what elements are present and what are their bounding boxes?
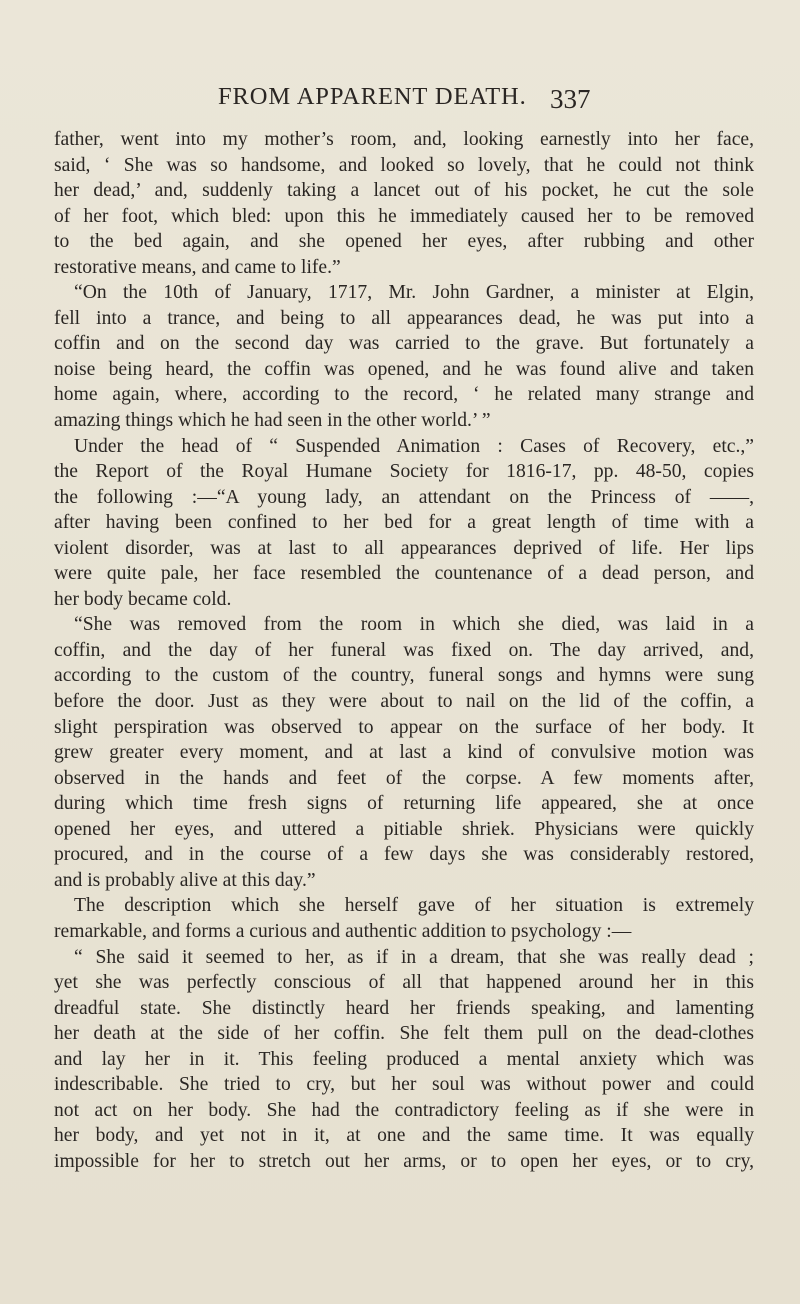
body-text [54,127,754,1174]
text-line: fell into a trance, and being to all appearances dead, he was put into a [54,307,754,329]
running-head [0,82,800,122]
text-line: were quite pale, her face resembled the countenance of a dead person, and [54,563,754,585]
text-line: and is probably alive at this day.” [54,869,316,891]
text-line: according to the custom of the country, funeral songs and hymns were sung [54,665,754,687]
text-line: and lay her in it. This feeling produced a mental anxiety which was [54,1048,754,1070]
text-line: impossible for her to stretch out her arms, or to open her eyes, or to cry, [54,1150,754,1172]
text-line: observed in the hands and feet of the corpse. A few moments after, [54,767,754,789]
text-line: her dead,’ and, suddenly taking a lancet out of his pocket, he cut the sole [54,180,754,202]
text-line: said, ‘ She was so handsome, and looked so lovely, that he could not think [54,154,754,176]
text-line: during which time fresh signs of returning life appeared, she at once [54,793,754,815]
text-line: not act on her body. She had the contradictory feeling as if she were in [54,1099,754,1121]
text-line: after having been confined to her bed for a great length of time with a [54,512,754,534]
text-line: violent disorder, was at last to all appearances deprived of life. Her lips [54,537,754,559]
text-line: “On the 10th of January, 1717, Mr. John Gardner, a minister at Elgin, [74,282,754,304]
text-line: dreadful state. She distinctly heard her friends speaking, and lamenting [54,997,754,1019]
text-line: amazing things which he had seen in the other world.’ ” [54,410,491,432]
text-line: opened her eyes, and uttered a pitiable shriek. Physicians were quickly [54,818,754,840]
text-line: yet she was perfectly conscious of all that happened around her in this [54,972,754,994]
text-line: before the door. Just as they were about to nail on the lid of the coffin, a [54,691,754,713]
text-line: of her foot, which bled: upon this he immediately caused her to be removed [54,205,754,227]
running-title: FROM APPARENT DEATH. [218,83,527,110]
text-line: “She was removed from the room in which she died, was laid in a [74,614,754,636]
text-line: home again, where, according to the record, ‘ he related many strange and [54,384,754,406]
text-line: restorative means, and came to life.” [54,256,341,278]
text-line: The description which she herself gave of her situation is extremely [74,895,754,917]
text-line: noise being heard, the coffin was opened, and he was found alive and taken [54,358,754,380]
page-number: 337 [550,84,591,114]
text-line: coffin and on the second day was carried to the grave. But fortunately a [54,333,754,355]
text-line: the following :—“A young lady, an attendant on the Princess of ——, [54,486,754,508]
text-line: her death at the side of her coffin. She felt them pull on the dead-clothes [54,1023,754,1045]
text-line: Under the head of “ Suspended Animation : Cases of Recovery, etc.,” [74,435,754,457]
text-line: father, went into my mother’s room, and, looking earnestly into her face, [54,129,754,150]
text-line: her body, and yet not in it, at one and the same time. It was equally [54,1125,754,1147]
text-line: to the bed again, and she opened her eyes, after rubbing and other [54,231,754,253]
text-line: her body became cold. [54,588,232,610]
text-line: procured, and in the course of a few days she was considerably restored, [54,844,754,866]
text-line: indescribable. She tried to cry, but her soul was without power and could [54,1074,754,1096]
text-line: grew greater every moment, and at last a kind of convulsive motion was [54,742,754,764]
text-line: coffin, and the day of her funeral was fixed on. The day arrived, and, [54,639,754,661]
text-line: slight perspiration was observed to appear on the surface of her body. It [54,716,754,738]
text-line: the Report of the Royal Humane Society for 1816-17, pp. 48-50, copies [54,461,754,483]
text-line: remarkable, and forms a curious and authentic addition to psychology :— [54,920,632,942]
text-line: “ She said it seemed to her, as if in a dream, that she was really dead ; [74,946,754,968]
